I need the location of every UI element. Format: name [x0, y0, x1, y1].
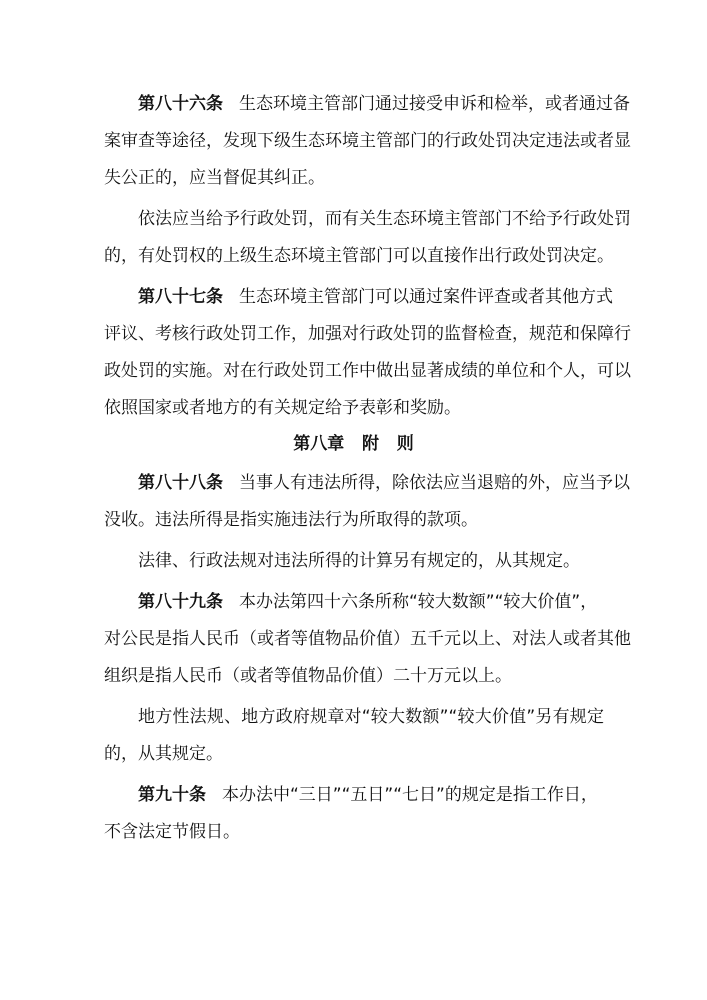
article-90-line-2: 不含法定节假日。: [104, 822, 240, 842]
para-86b-line-2: 的，有处罚权的上级生态环境主管部门可以直接作出行政处罚决定。: [104, 246, 614, 266]
article-88-line-2: 没收。违法所得是指实施违法行为所取得的款项。: [104, 510, 478, 530]
article-89-line-3: 组织是指人民币（或者等值物品价值）二十万元以上。: [104, 666, 512, 686]
article-86-label: 第八十六条: [138, 94, 223, 114]
article-88-line-1: [138, 470, 630, 496]
para-89b-line-1: 地方性法规、地方政府规章对“较大数额”“较大价值”另有规定: [138, 707, 604, 727]
article-87-line-1: [138, 284, 613, 310]
article-87-line-4: 依照国家或者地方的有关规定给予表彰和奖励。: [104, 398, 461, 418]
chapter-8-heading: 第八章 附 则: [293, 434, 414, 454]
article-86-text-1: 生态环境主管部门通过接受申诉和检举，或者通过备: [239, 94, 630, 114]
article-90-label: 第九十条: [138, 785, 206, 805]
article-88-label: 第八十八条: [138, 473, 223, 493]
article-88-text-1: 当事人有违法所得，除依法应当退赔的外，应当予以: [239, 473, 630, 493]
para-89b-line-2: 的，从其规定。: [104, 744, 223, 764]
article-86-line-1: [138, 91, 630, 117]
article-89-label: 第八十九条: [138, 592, 223, 612]
article-87-line-2: 评议、考核行政处罚工作，加强对行政处罚的监督检查，规范和保障行: [104, 324, 631, 344]
article-87-text-1: 生态环境主管部门可以通过案件评查或者其他方式: [239, 287, 613, 307]
article-86-line-3: 失公正的，应当督促其纠正。: [104, 168, 325, 188]
para-86b-line-1: 依法应当给予行政处罚，而有关生态环境主管部门不给予行政处罚: [138, 209, 631, 229]
article-89-text-1: 本办法第四十六条所称“较大数额”“较大价值”，: [239, 592, 598, 612]
article-89-line-2: 对公民是指人民币（或者等值物品价值）五千元以上、对法人或者其他: [104, 629, 631, 649]
article-87-line-3: 政处罚的实施。对在行政处罚工作中做出显著成绩的单位和个人，可以: [104, 361, 631, 381]
article-90-text-1: 本办法中“三日”“五日”“七日”的规定是指工作日，: [222, 785, 598, 805]
article-86-line-2: 案审查等途径，发现下级生态环境主管部门的行政处罚决定违法或者显: [104, 131, 631, 151]
article-90-line-1: [138, 782, 604, 808]
article-89-line-1: [138, 589, 604, 615]
para-88b-line-1: 法律、行政法规对违法所得的计算另有规定的，从其规定。: [138, 551, 580, 571]
article-87-label: 第八十七条: [138, 287, 223, 307]
